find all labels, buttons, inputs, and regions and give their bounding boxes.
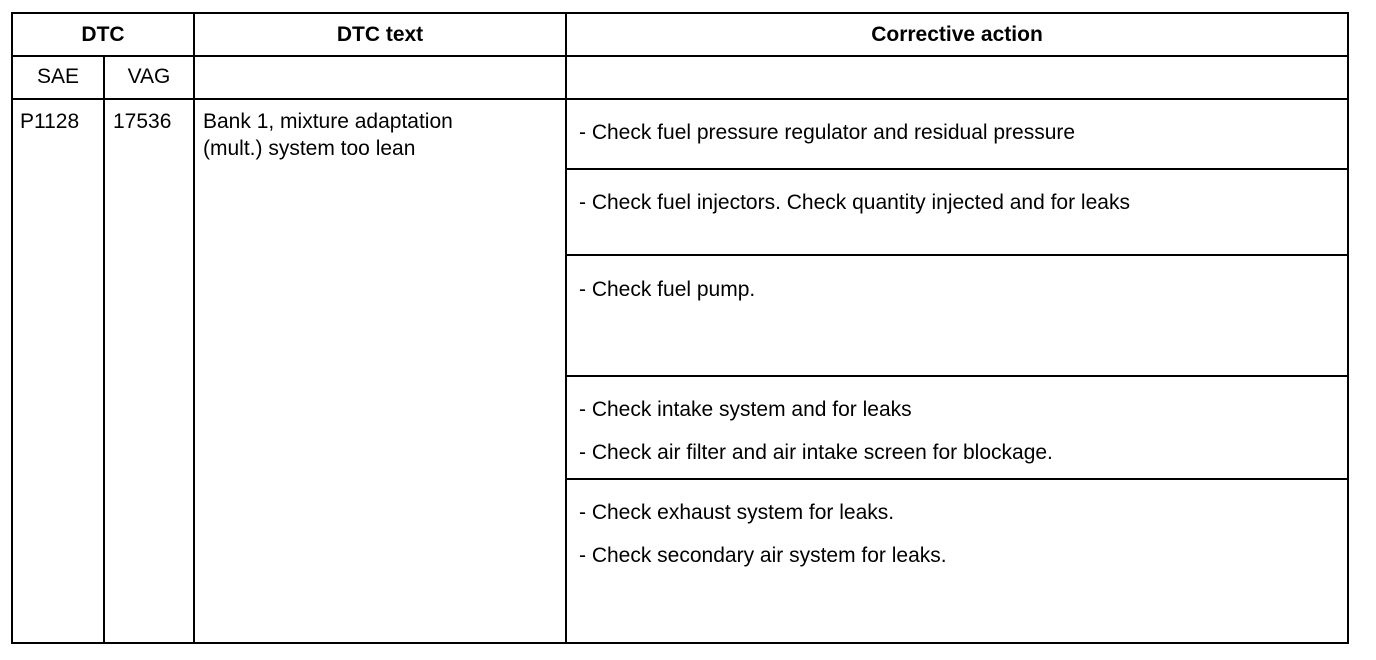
sae-code: P1128: [20, 110, 80, 133]
action-divider-4: [565, 478, 1349, 480]
action-5-line-2: - Check secondary air system for leaks.: [579, 544, 947, 567]
header-sae: SAE: [36, 65, 80, 88]
subheader-divider: [11, 98, 1349, 100]
action-divider-2: [565, 254, 1349, 256]
action-divider-1: [565, 168, 1349, 170]
action-4-line-2: - Check air filter and air intake screen for blockage.: [579, 441, 1053, 464]
action-5-line-1: - Check exhaust system for leaks.: [579, 501, 895, 524]
vag-code: 17536: [113, 110, 172, 133]
header-dtc: DTC: [81, 23, 125, 46]
dtc-description-line-1: Bank 1, mixture adaptation: [203, 110, 453, 133]
col-divider-dtc-text: [193, 12, 195, 644]
col-divider-sae-vag: [103, 56, 105, 644]
header-corrective-action: Corrective action: [871, 23, 1043, 46]
header-divider: [11, 55, 1349, 57]
action-divider-3: [565, 375, 1349, 377]
header-vag: VAG: [127, 65, 171, 88]
action-4-line-1: - Check intake system and for leaks: [579, 398, 912, 421]
col-divider-corrective: [565, 12, 567, 644]
action-3-line-1: - Check fuel pump.: [579, 278, 756, 301]
dtc-description-line-2: (mult.) system too lean: [203, 137, 416, 160]
action-2-line-1: - Check fuel injectors. Check quantity injected and for leaks: [579, 191, 1130, 214]
action-1-line-1: - Check fuel pressure regulator and residual pressure: [579, 121, 1076, 144]
header-dtc-text: DTC text: [336, 23, 424, 46]
